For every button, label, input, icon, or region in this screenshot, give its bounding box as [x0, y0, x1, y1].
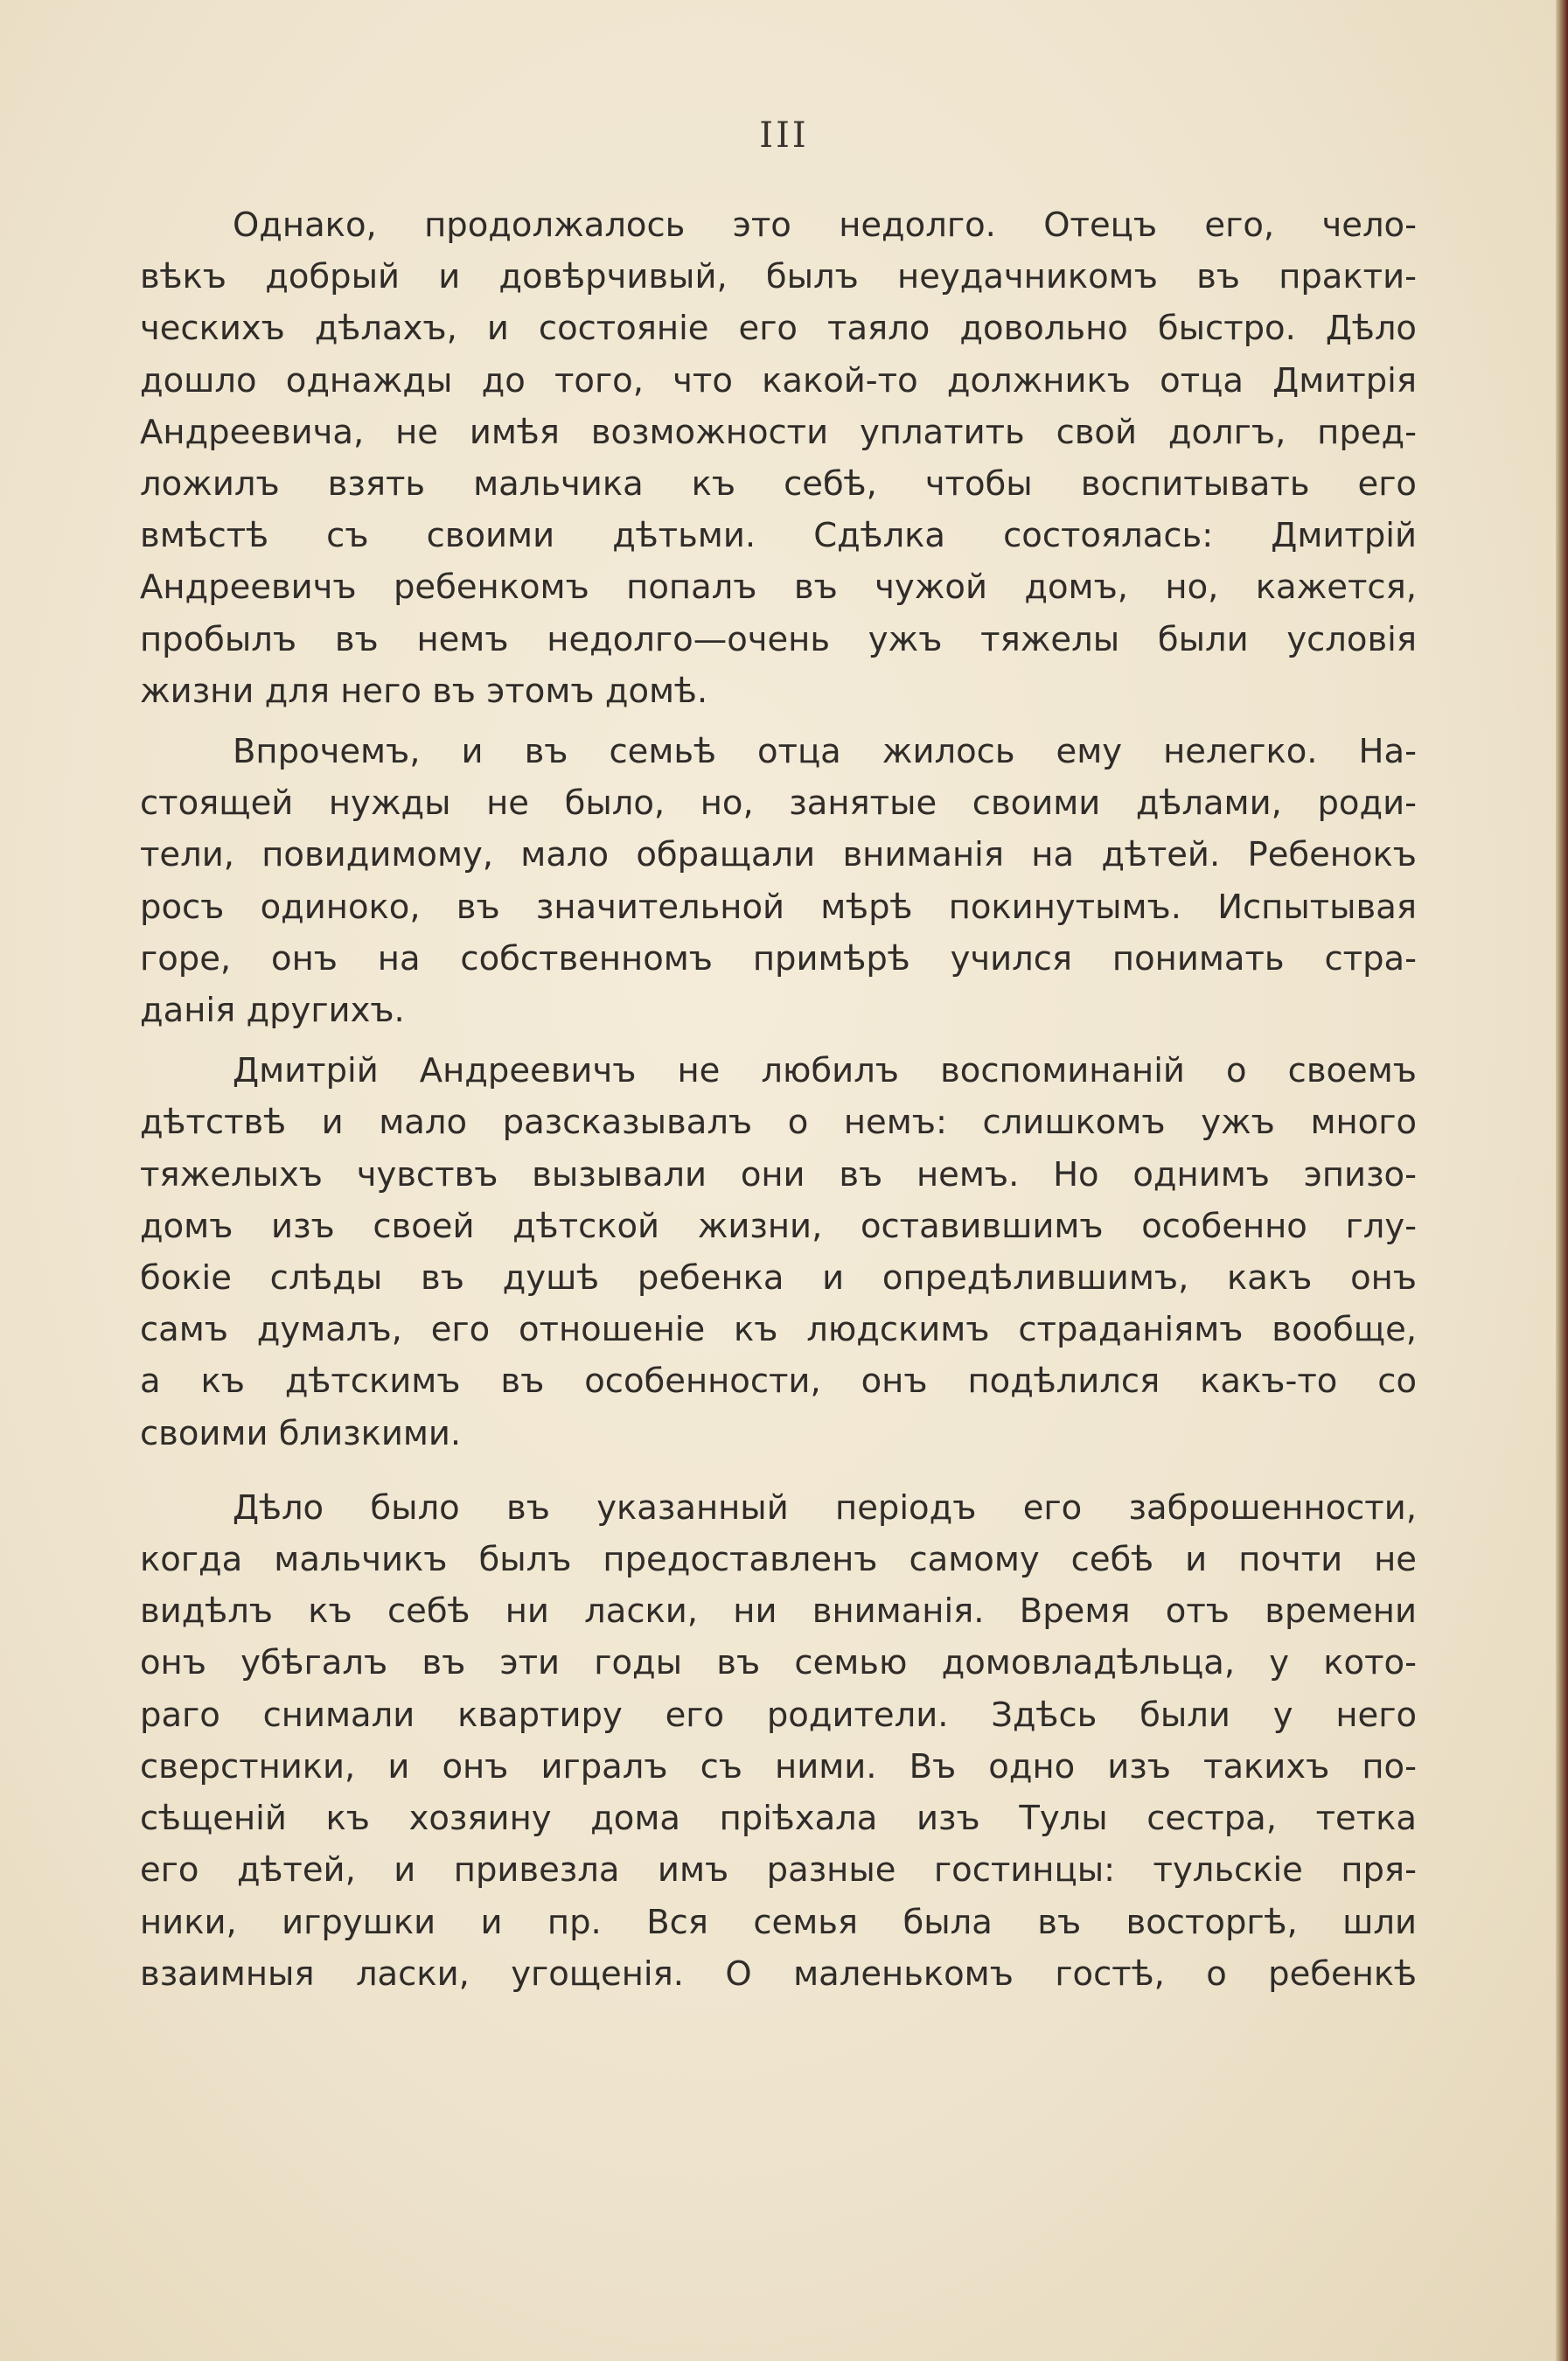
text-line: Однако, продолжалось это недолго. Отецъ его, чело-: [233, 205, 1417, 245]
text-line: домъ изъ своей дѣтской жизни, оставившимъ особенно глу-: [140, 1206, 1417, 1246]
paragraph-1: [140, 199, 1417, 717]
text-line: Андреевича, не имѣя возможности уплатить свой долгъ, пред-: [140, 412, 1417, 452]
text-line: видѣлъ къ себѣ ни ласки, ни вниманiя. Время отъ времени: [140, 1591, 1417, 1632]
text-line: сверстники, и онъ игралъ съ ними. Въ одно изъ такихъ по-: [140, 1746, 1417, 1786]
text-line: Дѣло было въ указанный перiодъ его заброшенности,: [233, 1487, 1417, 1528]
paragraph-4: [140, 1482, 1417, 2000]
text-line: стоящей нужды не было, но, занятые своими дѣлами, роди-: [140, 784, 1417, 824]
text-line: данiя другихъ.: [140, 991, 405, 1031]
paragraph-2: [140, 726, 1417, 1036]
page-edge: [1556, 0, 1568, 2361]
text-line: дошло однажды до того, что какой-то должникъ отца Дмитрiя: [140, 360, 1417, 400]
text-line: онъ убѣгалъ въ эти годы въ семью домовладѣльца, у кото-: [140, 1643, 1417, 1683]
text-line: взаимныя ласки, угощенiя. О маленькомъ гостѣ, о ребенкѣ: [140, 1954, 1417, 1994]
text-line: Дмитрiй Андреевичъ не любилъ воспоминанiй о своемъ: [233, 1051, 1417, 1091]
text-line: ложилъ взять мальчика къ себѣ, чтобы воспитывать его: [140, 464, 1417, 505]
text-line: своими близкими.: [140, 1413, 462, 1453]
text-line: Впрочемъ, и въ семьѣ отца жилось ему нелегко. На-: [233, 732, 1417, 772]
text-line: жизни для него въ этомъ домѣ.: [140, 671, 708, 711]
text-line: тели, повидимому, мало обращали вниманiя на дѣтей. Ребенокъ: [140, 835, 1417, 875]
text-line: тяжелыхъ чувствъ вызывали они въ немъ. Но однимъ эпизо-: [140, 1154, 1417, 1194]
text-line: дѣтствѣ и мало разсказывалъ о немъ: слишкомъ ужъ много: [140, 1103, 1417, 1143]
page-text: [140, 199, 1417, 2000]
text-line: раго снимали квартиру его родители. Здѣсь были у него: [140, 1695, 1417, 1735]
paragraph-3: [140, 1045, 1417, 1459]
text-line: росъ одиноко, въ значительной мѣрѣ покинутымъ. Испытывая: [140, 887, 1417, 927]
text-line: вмѣстѣ съ своими дѣтьми. Сдѣлка состоялась: Дмитрiй: [140, 516, 1417, 556]
text-line: ческихъ дѣлахъ, и состоянiе его таяло довольно быстро. Дѣло: [140, 309, 1417, 349]
text-line: Андреевичъ ребенкомъ попалъ въ чужой домъ, но, кажется,: [140, 568, 1417, 608]
page-number: III: [759, 115, 809, 156]
text-line: пробылъ въ немъ недолго—очень ужъ тяжелы были условiя: [140, 619, 1417, 659]
text-line: горе, онъ на собственномъ примѣрѣ учился понимать стра-: [140, 938, 1417, 979]
text-line: когда мальчикъ былъ предоставленъ самому себѣ и почти не: [140, 1540, 1417, 1580]
text-line: его дѣтей, и привезла имъ разные гостинцы: тульскiе пря-: [140, 1850, 1417, 1891]
text-line: сѣщенiй къ хозяину дома прiѣхала изъ Тулы сестра, тетка: [140, 1799, 1417, 1839]
text-line: самъ думалъ, его отношенiе къ людскимъ страданiямъ вообще,: [140, 1310, 1417, 1350]
text-line: вѣкъ добрый и довѣрчивый, былъ неудачникомъ въ практи-: [140, 257, 1417, 297]
text-line: ники, игрушки и пр. Вся семья была въ восторгѣ, шли: [140, 1902, 1417, 1942]
text-line: бокiе слѣды въ душѣ ребенка и опредѣлившимъ, какъ онъ: [140, 1258, 1417, 1299]
text-line: а къ дѣтскимъ въ особенности, онъ подѣлился какъ-то со: [140, 1362, 1417, 1402]
